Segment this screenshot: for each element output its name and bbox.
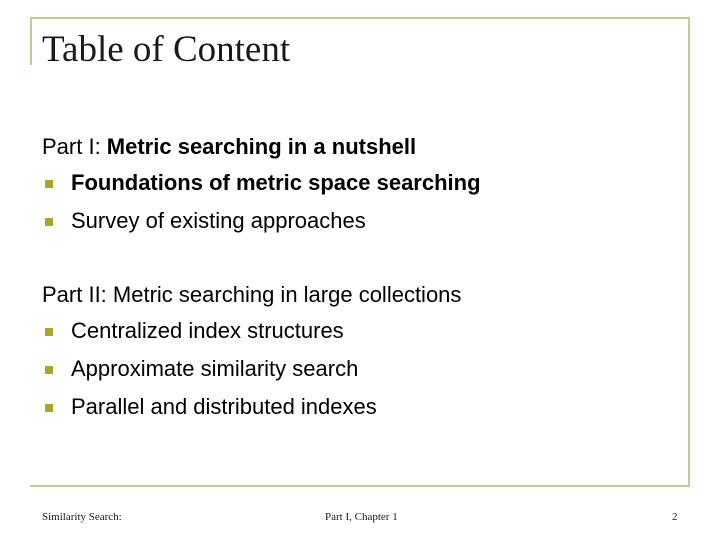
part-2-list: [42, 312, 662, 426]
part-1-title: Metric searching in a nutshell: [106, 134, 417, 159]
frame-bottom-line: [30, 485, 690, 487]
part-1-list: [42, 164, 662, 240]
list-item: [42, 312, 662, 350]
part-2-heading: [42, 278, 662, 312]
part-1-heading: [42, 130, 662, 164]
footer-left-text: Similarity Search:: [42, 511, 122, 523]
list-item: [42, 388, 662, 426]
list-item: [42, 350, 662, 388]
part-1: [42, 130, 662, 240]
part-1-prefix: Part I:: [42, 134, 107, 159]
page-number: 2: [672, 511, 678, 523]
list-item-text: Survey of existing approaches: [71, 208, 366, 233]
slide-title: Table of Content: [42, 29, 291, 70]
square-bullet-icon: [45, 366, 53, 374]
square-bullet-icon: [45, 328, 53, 336]
list-item-text: Foundations of metric space searching: [71, 170, 481, 195]
slide-content: [42, 130, 662, 426]
frame-top-line: [30, 17, 690, 19]
square-bullet-icon: [45, 404, 53, 412]
list-item-text: Centralized index structures: [71, 318, 344, 343]
footer-center-text: Part I, Chapter 1: [325, 511, 398, 523]
list-item-text: Approximate similarity search: [71, 356, 359, 381]
part-2-title: Metric searching in large collections: [112, 282, 462, 307]
square-bullet-icon: [45, 180, 53, 188]
list-item-text: Parallel and distributed indexes: [71, 394, 377, 419]
list-item: [42, 202, 662, 240]
frame-left-line: [30, 17, 32, 65]
list-item: [42, 164, 662, 202]
square-bullet-icon: [45, 218, 53, 226]
part-2-prefix: Part II:: [42, 282, 113, 307]
part-2: [42, 278, 662, 426]
frame-right-line: [688, 17, 690, 487]
